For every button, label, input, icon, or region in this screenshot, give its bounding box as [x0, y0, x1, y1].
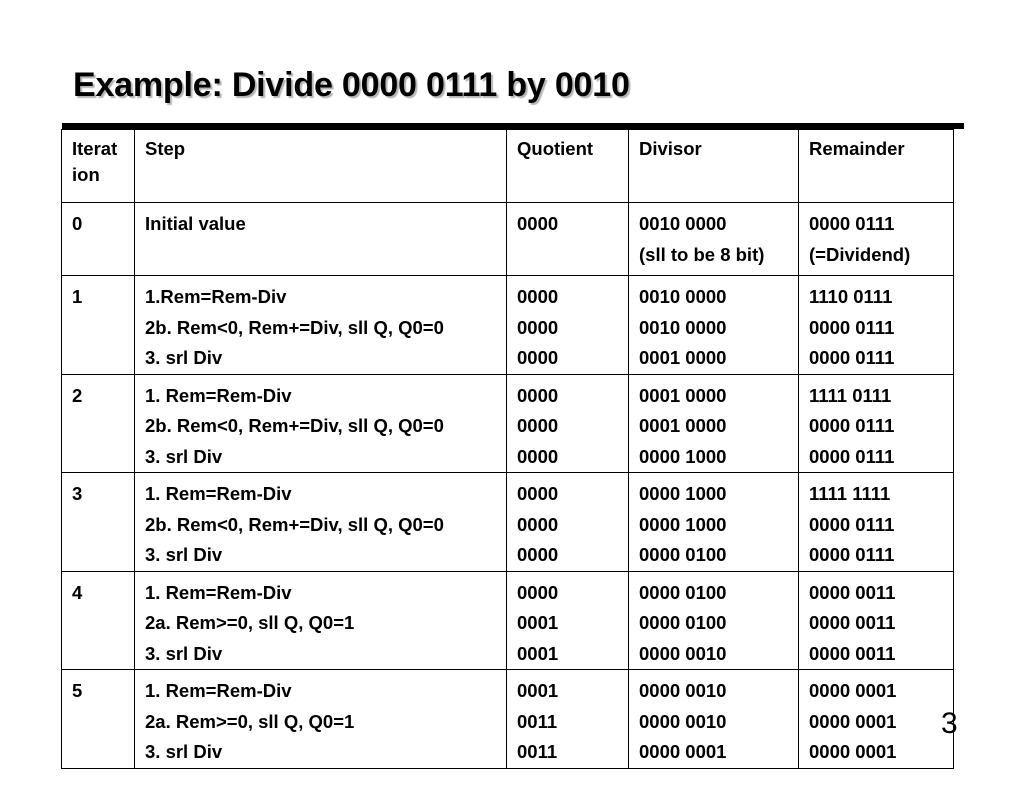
cell-remainder — [799, 571, 954, 670]
cell-iteration: 2 — [62, 374, 135, 473]
divisor-line: 0000 0001 — [639, 741, 727, 762]
cell-remainder — [799, 203, 954, 276]
cell-quotient — [507, 670, 629, 769]
quotient-line: 0000 — [517, 483, 559, 504]
quotient-line: 0000 — [517, 445, 559, 467]
table-row — [62, 203, 954, 276]
division-table — [61, 129, 954, 769]
quotient-line: 0011 — [517, 741, 558, 762]
step-line: 1.Rem=Rem-Div — [145, 286, 287, 307]
remainder-line: 0000 0001 — [809, 710, 897, 732]
cell-remainder — [799, 473, 954, 572]
cell-iteration: 0 — [62, 203, 135, 276]
quotient-line: 0000 — [517, 316, 559, 338]
cell-iteration: 5 — [62, 670, 135, 769]
divisor-line: 0000 0010 — [639, 680, 727, 701]
cell-step — [135, 473, 507, 572]
cell-step — [135, 203, 507, 276]
divisor-line: 0000 1000 — [639, 513, 727, 535]
divisor-line: (sll to be 8 bit) — [639, 243, 765, 265]
cell-step — [135, 276, 507, 375]
step-line: 1. Rem=Rem-Div — [145, 680, 292, 701]
remainder-line: 1111 1111 — [809, 483, 891, 504]
divisor-line: 0000 0100 — [639, 581, 727, 603]
divisor-line: 0001 0000 — [639, 415, 727, 436]
remainder-line: 0000 0111 — [809, 513, 895, 535]
quotient-line: 0000 — [517, 513, 559, 535]
step-line: 3. srl Div — [145, 741, 223, 762]
cell-step — [135, 374, 507, 473]
cell-quotient — [507, 276, 629, 375]
cell-step — [135, 571, 507, 670]
cell-quotient — [507, 374, 629, 473]
step-line: 2a. Rem>=0, sll Q, Q0=1 — [145, 710, 355, 732]
divisor-line: 0000 0010 — [639, 642, 727, 664]
table-header-row — [62, 130, 954, 203]
step-line: Initial value — [145, 213, 246, 234]
cell-remainder — [799, 276, 954, 375]
step-line: 1. Rem=Rem-Div — [145, 581, 292, 603]
divisor-line: 0001 0000 — [639, 384, 727, 406]
quotient-line: 0001 — [517, 642, 559, 664]
slide-title: Example: Divide 0000 0111 by 0010 — [73, 66, 630, 104]
step-line: 2b. Rem<0, Rem+=Div, sll Q, Q0=0 — [145, 316, 444, 338]
remainder-line: 0000 0011 — [809, 612, 896, 633]
remainder-line: 0000 0111 — [809, 415, 895, 436]
divisor-line: 0000 0100 — [639, 612, 727, 633]
table-body — [62, 130, 954, 769]
step-line: 3. srl Div — [145, 445, 223, 467]
remainder-line: 1110 0111 — [809, 286, 893, 307]
remainder-line: 0000 0111 — [809, 316, 895, 338]
step-line: 2b. Rem<0, Rem+=Div, sll Q, Q0=0 — [145, 415, 444, 436]
cell-divisor — [629, 276, 799, 375]
table-row — [62, 571, 954, 670]
divisor-line: 0001 0000 — [639, 347, 727, 368]
step-line: 2a. Rem>=0, sll Q, Q0=1 — [145, 612, 355, 633]
divisor-line: 0000 0100 — [639, 544, 727, 565]
cell-step — [135, 670, 507, 769]
step-line: 3. srl Div — [145, 642, 223, 664]
cell-remainder — [799, 374, 954, 473]
remainder-line: 0000 0111 — [809, 347, 895, 368]
remainder-line: 0000 0001 — [809, 741, 897, 762]
quotient-line: 0000 — [517, 286, 559, 307]
header-divisor: Divisor — [629, 130, 799, 203]
divisor-line: 0010 0000 — [639, 286, 727, 307]
table-row — [62, 670, 954, 769]
cell-iteration: 3 — [62, 473, 135, 572]
header-remainder: Remainder — [799, 130, 954, 203]
divisor-line: 0010 0000 — [639, 213, 727, 234]
table-row — [62, 473, 954, 572]
quotient-line: 0000 — [517, 415, 559, 436]
quotient-line: 0001 — [517, 612, 559, 633]
divisor-line: 0010 0000 — [639, 316, 727, 338]
cell-divisor — [629, 203, 799, 276]
remainder-line: 0000 0111 — [809, 213, 895, 234]
divisor-line: 0000 0010 — [639, 710, 727, 732]
cell-divisor — [629, 571, 799, 670]
header-step: Step — [135, 130, 507, 203]
header-iteration — [62, 130, 135, 203]
quotient-line: 0000 — [517, 347, 559, 368]
step-line: 2b. Rem<0, Rem+=Div, sll Q, Q0=0 — [145, 513, 444, 535]
step-line: 3. srl Div — [145, 347, 223, 368]
remainder-line: 0000 0011 — [809, 642, 896, 664]
table-row — [62, 374, 954, 473]
page-number: 3 — [941, 707, 958, 740]
table-row — [62, 276, 954, 375]
quotient-line: 0000 — [517, 544, 559, 565]
remainder-line: 0000 0001 — [809, 680, 897, 701]
header-iteration-line-2: ion — [72, 164, 100, 185]
remainder-line: 1111 0111 — [809, 384, 892, 406]
header-iteration-line-1: Iterat — [72, 138, 118, 159]
cell-quotient — [507, 473, 629, 572]
header-quotient: Quotient — [507, 130, 629, 203]
quotient-line: 0000 — [517, 581, 559, 603]
remainder-line: 0000 0111 — [809, 445, 895, 467]
divisor-line: 0000 1000 — [639, 483, 727, 504]
quotient-line: 0000 — [517, 384, 559, 406]
cell-iteration: 1 — [62, 276, 135, 375]
cell-divisor — [629, 473, 799, 572]
cell-quotient — [507, 571, 629, 670]
step-line: 3. srl Div — [145, 544, 223, 565]
quotient-line: 0011 — [517, 710, 558, 732]
quotient-line: 0000 — [517, 213, 559, 234]
remainder-line: (=Dividend) — [809, 243, 911, 265]
cell-divisor — [629, 670, 799, 769]
cell-iteration: 4 — [62, 571, 135, 670]
quotient-line: 0001 — [517, 680, 559, 701]
cell-quotient — [507, 203, 629, 276]
step-line: 1. Rem=Rem-Div — [145, 384, 292, 406]
step-line: 1. Rem=Rem-Div — [145, 483, 292, 504]
remainder-line: 0000 0111 — [809, 544, 895, 565]
remainder-line: 0000 0011 — [809, 581, 896, 603]
cell-remainder — [799, 670, 954, 769]
cell-divisor — [629, 374, 799, 473]
divisor-line: 0000 1000 — [639, 445, 727, 467]
